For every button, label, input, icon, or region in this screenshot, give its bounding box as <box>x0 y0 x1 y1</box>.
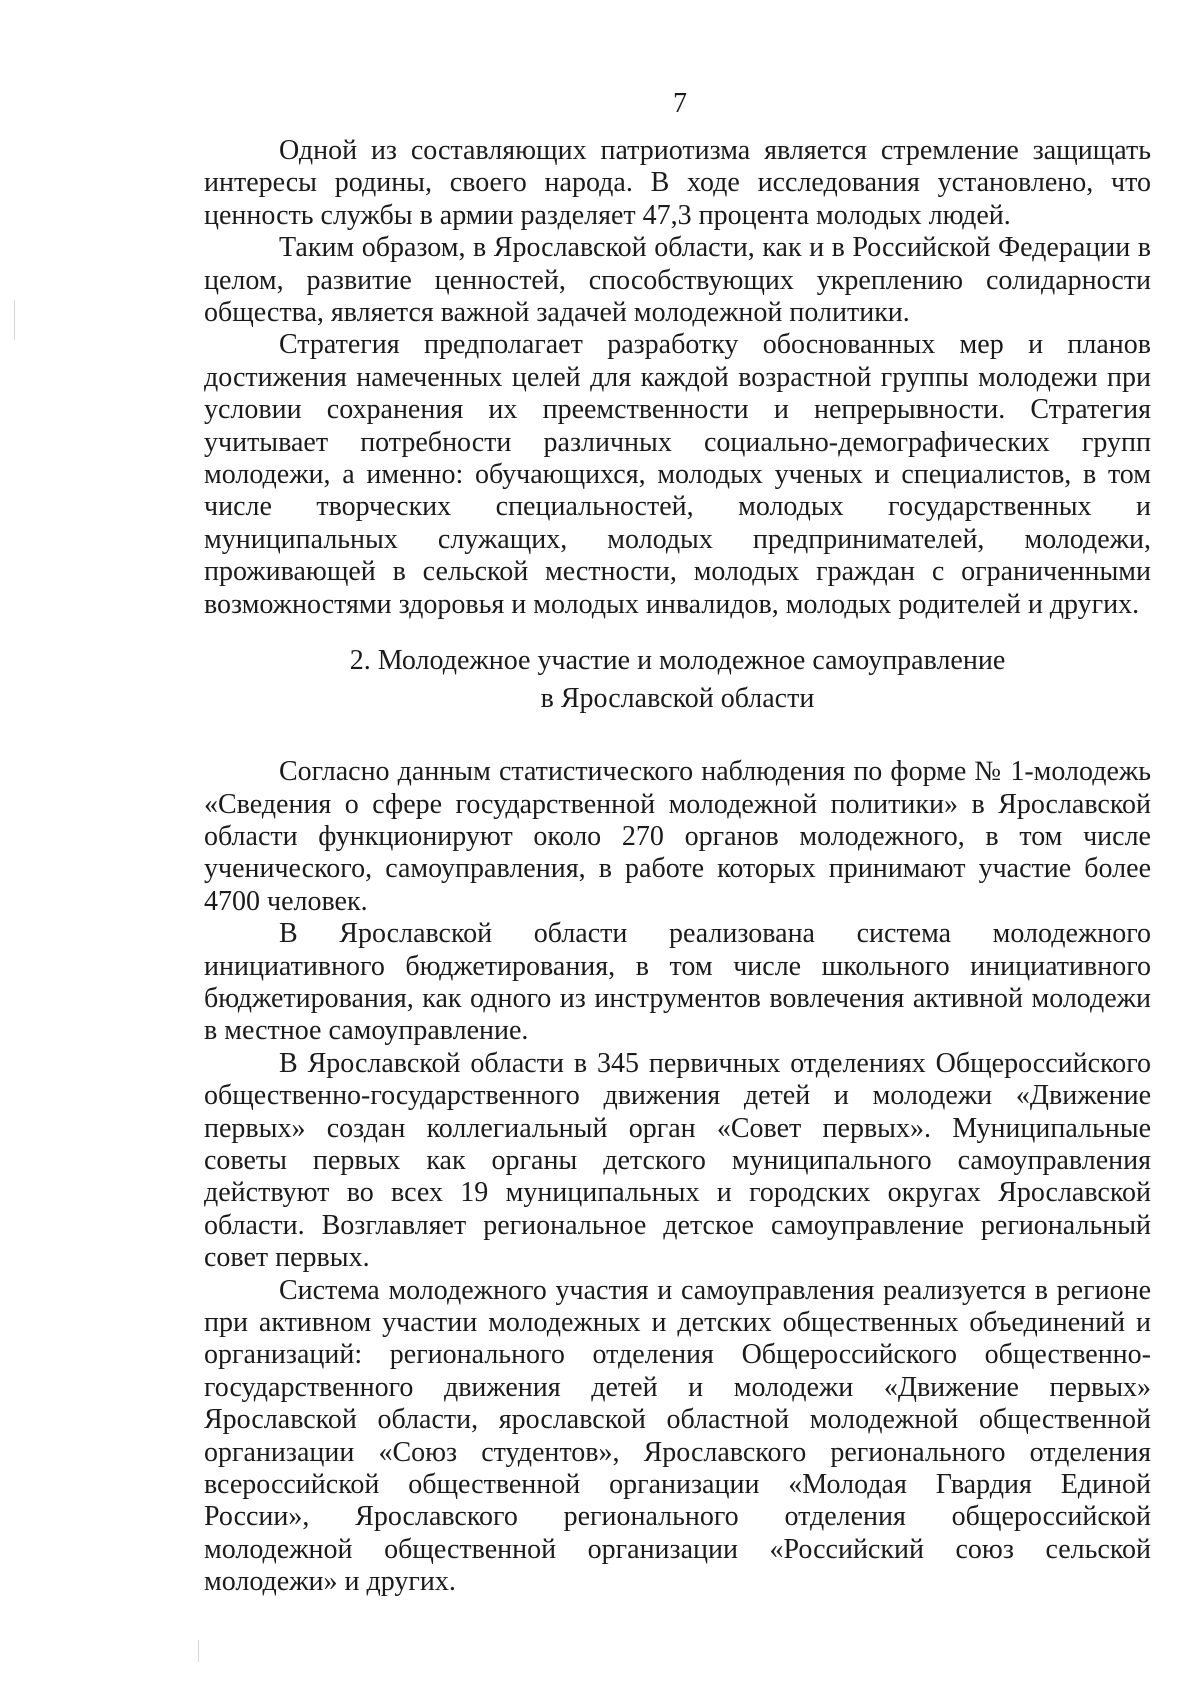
section-heading-line-2: в Ярославской области <box>540 683 815 715</box>
heading-spacer <box>204 739 1151 756</box>
paragraph-movement-first: В Ярославской области в 345 первичных отделениях Общероссийского общественно-государственного движения детей и молодежи «Движение первых» создан коллегиальный орган «Совет первых». Муниципальные советы первых как органы детского муниципального самоуправления действуют во всех 19 муниципальных и городских округах Ярославской области. Возглавляет региональное детское самоуправление региональный совет первых. <box>204 1047 1151 1274</box>
document-body <box>204 135 1151 1599</box>
paragraph-strategy: Стратегия предполагает разработку обоснованных мер и планов достижения намеченных целей для каждой возрастной группы молодежи при условии сохранения их преемственности и непрерывности. Стратегия учитывает потребности различных социально-демографических групп молодежи, а именно: обучающихся, молодых ученых и специалистов, в том числе творческих специальностей, молодых государственных и муниципальных служащих, молодых предпринимателей, молодежи, проживающей в сельской местности, молодых граждан с ограниченными возможностями здоровья и молодых инвалидов, молодых родителей и других. <box>204 329 1151 620</box>
scan-margin-mark-top <box>14 300 15 340</box>
paragraph-organizations: Система молодежного участия и самоуправления реализуется в регионе при активном участии молодежных и детских общественных объединений и организаций: регионального отделения Общероссийского общественно-государственного движения детей и молодежи «Движение первых» Ярославской области, ярославской областной молодежной общественной организации «Союз студентов», Ярославского регионального отделения всероссийской общественной организации «Молодая Гвардия Единой России», Ярославского регионального отделения общероссийской молодежной общественной организации «Российский союз сельской молодежи» и других. <box>204 1274 1151 1598</box>
paragraph-budgeting: В Ярославской области реализована система молодежного инициативного бюджетирования, в том числе школьного инициативного бюджетирования, как одного из инструментов вовлечения активной молодежи в местное самоуправление. <box>204 918 1151 1047</box>
paragraph-patriotism: Одной из составляющих патриотизма является стремление защищать интересы родины, своего народа. В ходе исследования установлено, что ценность службы в армии разделяет 47,3 процента молодых людей. <box>204 135 1151 231</box>
paragraph-statistics: Согласно данным статистического наблюдения по форме № 1-молодежь «Сведения о сфере государственной молодежной политики» в Ярославской области функционируют около 270 органов молодежного, в том числе ученического, самоуправления, в работе которых принимают участие более 4700 человек. <box>204 756 1151 917</box>
scan-margin-mark-bottom <box>198 1640 199 1662</box>
paragraph-solidarity: Таким образом, в Ярославской области, как и в Российской Федерации в целом, развитие ценностей, способствующих укреплению солидарности общества, является важной задачей молодежной политики. <box>204 232 1151 329</box>
page-number: 7 <box>673 88 687 119</box>
section-heading <box>204 642 1151 718</box>
section-heading-line-1: 2. Молодежное участие и молодежное самоуправление <box>349 645 1006 677</box>
